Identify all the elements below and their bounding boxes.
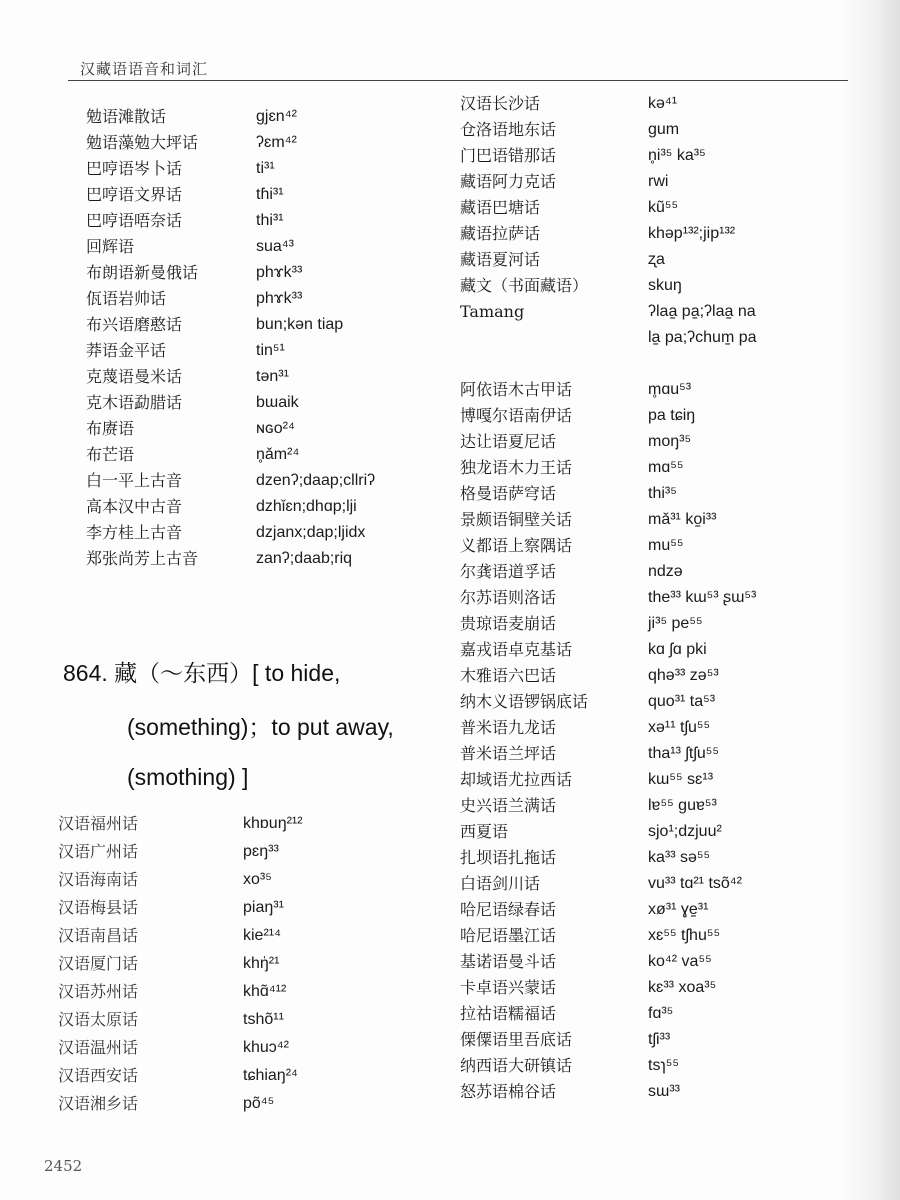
transcription: qhə³³ zə⁵³ [648,667,719,684]
transcription: khəp¹³²;jip¹³² [648,225,736,242]
running-header: 汉藏语语音和词汇 [80,60,209,78]
transcription: moŋ³⁵ [648,433,692,450]
transcription: tɦi³¹ [256,186,284,203]
transcription: pɛŋ³³ [243,843,279,860]
language-name: 扎坝语扎拖话 [460,848,557,867]
language-name: 纳西语大研镇话 [460,1056,573,1075]
transcription: gjɛn⁴² [256,108,297,125]
transcription: n̥i³⁵ ka³⁵ [648,147,706,164]
language-name: 贵琼语麦崩话 [460,614,557,633]
transcription: tən³¹ [256,368,289,385]
transcription: kɛ³³ xoa³⁵ [648,979,717,996]
language-name: 史兴语兰满话 [460,796,557,815]
transcription: vu³³ tɑ²¹ tsõ⁴² [648,875,742,892]
language-name: 汉语海南话 [58,870,139,889]
transcription: ji³⁵ pe⁵⁵ [648,615,703,632]
language-name: 布朗语新曼俄话 [86,263,199,282]
transcription: dzhǐɛn;dhɑp;lji [256,498,357,515]
language-name: 门巴语错那话 [460,146,557,165]
transcription: the³³ kɯ⁵³ ʂɯ⁵³ [648,589,757,606]
entry-heading-line-3: (smothing) ] [127,764,249,790]
language-name: 勉语藻勉大坪话 [86,133,199,152]
language-name: 汉语温州话 [58,1038,139,1057]
language-name: 汉语南昌话 [58,926,139,945]
transcription: thi³¹ [256,212,284,229]
transcription: ɴɢo²⁴ [256,420,295,437]
language-name: 藏文（书面藏语） [460,276,589,295]
language-name: 独龙语木力王话 [460,458,573,477]
transcription: phɤk³³ [256,264,303,281]
language-name: 汉语苏州话 [58,982,139,1001]
header-rule [68,80,848,81]
transcription: fɑ³⁵ [648,1005,674,1022]
language-name: 阿依语木古甲话 [460,380,573,399]
transcription: xɛ⁵⁵ tʃhu⁵⁵ [648,927,721,944]
language-name: 汉语太原话 [58,1010,139,1029]
language-name: 佤语岩帅话 [86,289,167,308]
language-name: 克蔑语曼米话 [86,367,183,386]
language-name: 哈尼语墨江话 [460,926,557,945]
transcription: tha¹³ ʃtʃu⁵⁵ [648,745,720,762]
language-name: 却域语尤拉西话 [460,770,573,789]
transcription: ʔlaa̠ pa̠;ʔlaa̠ na [648,303,756,320]
language-name: 木雅语六巴话 [460,666,557,685]
language-name: 尔龚语道孚话 [460,562,557,581]
transcription: mu⁵⁵ [648,537,684,554]
entry-heading-line-1: 864. 藏（～东西）[ to hide, [63,660,341,686]
transcription: piaŋ³¹ [243,899,284,916]
transcription: kɑ ʃɑ pki [648,641,707,658]
transcription: zanʔ;daab;riq [256,550,353,567]
language-name: 回辉语 [86,237,135,256]
transcription: thi³⁵ [648,485,677,502]
page-number: 2452 [44,1157,83,1175]
language-name: 义都语上察隅话 [460,536,573,555]
language-name: 白一平上古音 [86,471,183,490]
transcription: kie²¹⁴ [243,927,281,944]
transcription: la̠ pa;ʔchum̠ pa [648,329,757,346]
transcription: kɯ⁵⁵ sɛ¹³ [648,771,714,788]
language-name: 西夏语 [460,822,509,841]
language-name: 藏语拉萨话 [460,224,541,243]
transcription: khŋ̍²¹ [243,955,280,972]
transcription: mǎ³¹ ko̠i³³ [648,511,717,528]
transcription: lɐ⁵⁵ guɐ⁵³ [648,797,717,814]
language-name: 汉语湘乡话 [58,1094,139,1113]
language-name: 布芒语 [86,445,135,464]
language-name: 布兴语磨憨话 [86,315,183,334]
transcription: mɑ⁵⁵ [648,459,684,476]
language-name: 高本汉中古音 [86,497,183,516]
language-name: 巴哼语岑卜话 [86,159,183,178]
transcription: gum [648,121,680,138]
transcription: dzenʔ;daap;cllriʔ [256,472,376,489]
transcription: ko⁴² va⁵⁵ [648,953,712,970]
transcription: m̥ɑu⁵³ [648,381,692,398]
transcription: bun;kən tiap [256,316,344,333]
language-name: 基诺语曼斗话 [460,952,557,971]
transcription: tʃi³³ [648,1031,671,1048]
transcription: sjo¹;dzjuu² [648,823,722,840]
transcription: sɯ³³ [648,1083,680,1100]
transcription: ka³³ sə⁵⁵ [648,849,711,866]
transcription: quo³¹ ta⁵³ [648,693,716,710]
transcription: tɕhiaŋ²⁴ [243,1067,298,1084]
language-name: 莽语金平话 [86,341,167,360]
entry-heading-line-2: (something)；to put away, [127,714,394,740]
language-name: 巴哼语唔奈话 [86,211,183,230]
language-name: 哈尼语绿春话 [460,900,557,919]
transcription: ti³¹ [256,160,275,177]
transcription: khɒuŋ²¹² [243,815,303,832]
transcription: pa tɕiŋ [648,407,696,424]
transcription: bɯaik [256,394,299,411]
language-name: 汉语西安话 [58,1066,139,1085]
transcription: tshõ¹¹ [243,1011,284,1028]
transcription: ʐa [648,251,665,268]
language-name: 藏语夏河话 [460,250,541,269]
transcription: skuŋ [648,277,682,294]
language-name: 白语剑川话 [460,874,541,893]
language-name: 怒苏语棉谷话 [460,1082,557,1101]
language-name: 博嘎尔语南伊话 [460,406,573,425]
language-name: 巴哼语文界话 [86,185,183,204]
language-name: 藏语巴塘话 [460,198,541,217]
language-name: 嘉戎语卓克基话 [460,640,573,659]
transcription: ʔɛm⁴² [256,134,297,151]
language-name: Tamang [460,302,525,321]
language-name: 仓洛语地东话 [460,120,557,139]
language-name: 景颇语铜壁关话 [460,510,573,529]
transcription: kũ⁵⁵ [648,199,679,216]
language-name: 达让语夏尼话 [460,432,557,451]
transcription: põ⁴⁵ [243,1095,275,1112]
page-edge-shadow [840,0,900,1200]
transcription: tin⁵¹ [256,342,285,359]
transcription: sua⁴³ [256,238,294,255]
language-name: 汉语长沙话 [460,94,541,113]
transcription: xə¹¹ tʃu⁵⁵ [648,719,711,736]
transcription: phɤk³³ [256,290,303,307]
language-name: 汉语福州话 [58,814,139,833]
language-name: 李方桂上古音 [86,523,183,542]
language-name: 普米语九龙话 [460,718,557,737]
language-name: 汉语广州话 [58,842,139,861]
language-name: 勉语滩散话 [86,107,167,126]
language-name: 藏语阿力克话 [460,172,557,191]
language-name: 汉语厦门话 [58,954,139,973]
language-name: 卡卓语兴蒙话 [460,978,557,997]
language-name: 克木语勐腊话 [86,393,183,412]
transcription: dzjanx;dap;ljidx [256,524,366,541]
transcription: rwi [648,173,669,190]
transcription: tsɿ⁵⁵ [648,1057,680,1074]
language-name: 格曼语萨穹话 [460,484,557,503]
transcription: khuɔ⁴² [243,1039,289,1056]
transcription: xø³¹ ɣe̠³¹ [648,901,709,918]
language-name: 纳木义语锣锅底话 [460,692,589,711]
language-name: 郑张尚芳上古音 [86,549,199,568]
language-name: 汉语梅县话 [58,898,139,917]
language-name: 布赓语 [86,419,135,438]
transcription: khɑ̃⁴¹² [243,983,287,1000]
transcription: kə⁴¹ [648,95,678,112]
language-name: 拉祜语糯福话 [460,1004,557,1023]
language-name: 傈僳语里吾底话 [460,1030,573,1049]
language-name: 普米语兰坪话 [460,744,557,763]
transcription: ndzə [648,563,683,580]
transcription: n̥ǎm²⁴ [256,446,300,463]
language-name: 尔苏语则洛话 [460,588,557,607]
transcription: xo³⁵ [243,871,272,888]
